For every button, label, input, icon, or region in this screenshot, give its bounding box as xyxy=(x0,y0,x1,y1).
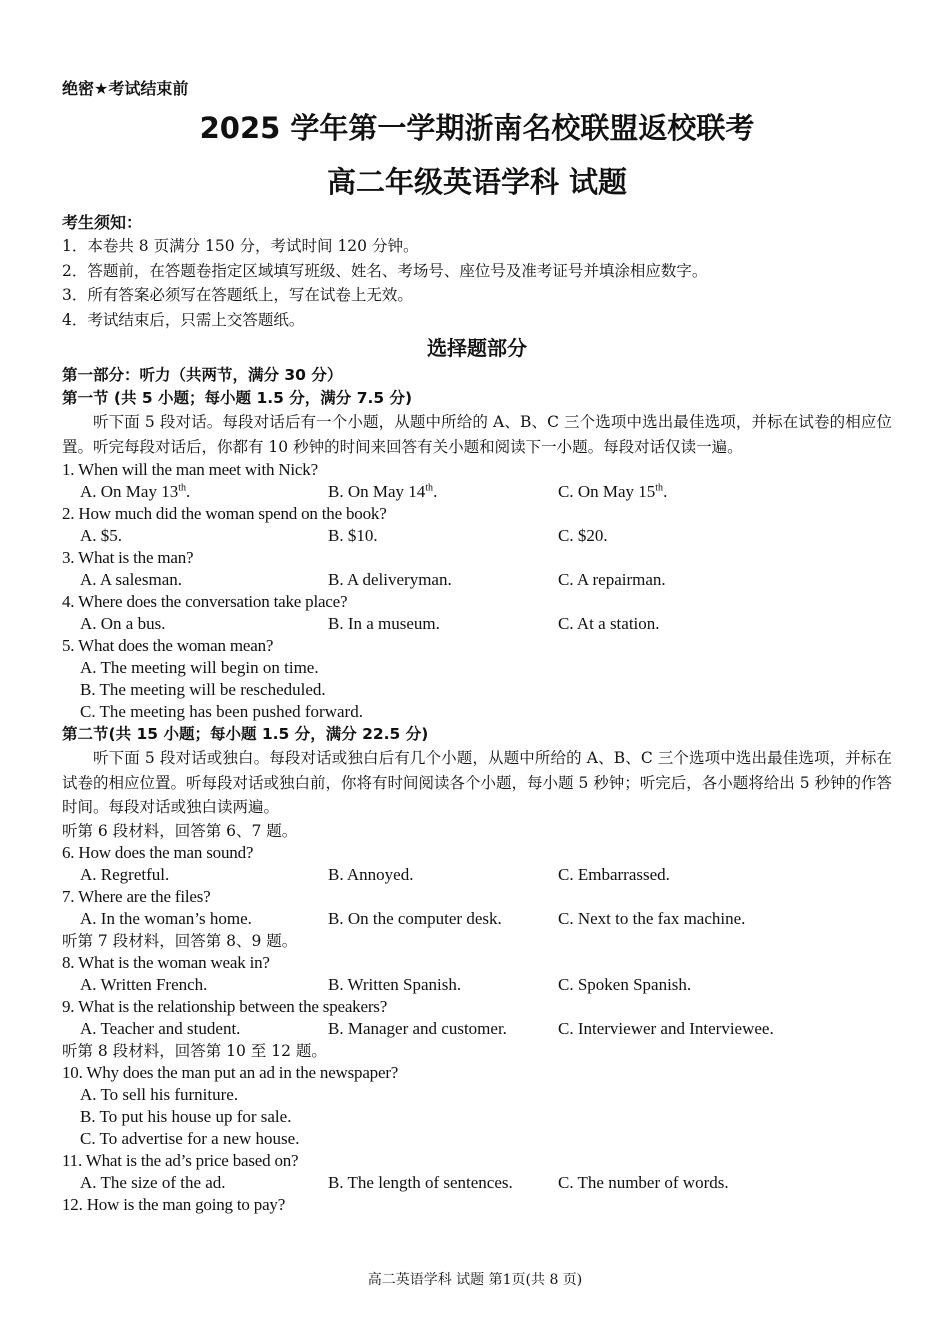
option-b: B. $10. xyxy=(328,526,378,545)
option-b: B. Written Spanish. xyxy=(328,974,462,994)
option-a: A. In the woman’s home. xyxy=(80,908,252,928)
option-b: B. The meeting will be rescheduled. xyxy=(80,680,326,699)
confidential-label: 绝密★考试结束前 xyxy=(62,79,189,98)
option-a: A. Regretful. xyxy=(80,864,170,884)
option-b: B. Manager and customer. xyxy=(328,1018,507,1038)
material-label: 听第 8 段材料，回答第 10 至 12 题。 xyxy=(62,1041,327,1060)
question-10: 10. Why does the man put an ad in the newspaper? xyxy=(62,1062,399,1082)
question-9: 9. What is the relationship between the speakers? xyxy=(62,996,388,1016)
option-c: C. $20. xyxy=(558,526,608,545)
option-b: B. Annoyed. xyxy=(328,864,414,884)
question-11: 11. What is the ad’s price based on? xyxy=(62,1150,299,1170)
option-b: B. To put his house up for sale. xyxy=(80,1106,292,1126)
question-4: 4. Where does the conversation take place? xyxy=(62,592,348,611)
options-1 xyxy=(62,481,892,503)
option-b: B. On the computer desk. xyxy=(328,908,502,928)
option-a: A. To sell his furniture. xyxy=(80,1084,239,1104)
option-a: A. Teacher and student. xyxy=(80,1018,241,1038)
question-12: 12. How is the man going to pay? xyxy=(62,1194,286,1214)
option-c: C. Interviewer and Interviewee. xyxy=(558,1018,774,1038)
option-a: A. The meeting will begin on time. xyxy=(80,658,319,677)
page-footer: 高二英语学科 试题 第1页(共 8 页) xyxy=(367,1272,583,1288)
option-b: B. In a museum. xyxy=(328,614,440,633)
options-7 xyxy=(62,908,892,930)
material-label: 听第 7 段材料，回答第 8、9 题。 xyxy=(62,931,298,950)
question-2: 2. How much did the woman spend on the book? xyxy=(62,504,387,523)
option-c: C. On May 15th. xyxy=(558,482,668,501)
options-11 xyxy=(62,1172,892,1194)
option-a: A. The size of the ad. xyxy=(80,1172,226,1192)
notice-item: 3．所有答案必须写在答题纸上，写在试卷上无效。 xyxy=(62,286,413,304)
question-6: 6. How does the man sound? xyxy=(62,842,254,862)
option-b: B. On May 14th. xyxy=(328,482,438,501)
option-c: C. To advertise for a new house. xyxy=(80,1128,300,1148)
section1-heading: 第一节 (共 5 小题；每小题 1.5 分，满分 7.5 分) xyxy=(62,389,413,407)
option-c: C. Next to the fax machine. xyxy=(558,908,746,928)
exam-title: 2025 学年第一学期浙南名校联盟返校联考 xyxy=(199,111,755,145)
option-a: A. $5. xyxy=(80,526,123,545)
options-3 xyxy=(62,569,892,591)
notice-item: 2．答题前，在答题卷指定区域填写班级、姓名、考场号、座位号及准考证号并填涂相应数字。 xyxy=(62,261,708,280)
option-b: B. A deliveryman. xyxy=(328,570,452,589)
option-c: C. The meeting has been pushed forward. xyxy=(80,702,363,721)
option-a: A. Written French. xyxy=(80,974,208,994)
notice-item: 4．考试结束后，只需上交答题纸。 xyxy=(62,310,305,329)
question-8: 8. What is the woman weak in? xyxy=(62,952,270,972)
section2-heading: 第二节(共 15 小题；每小题 1.5 分，满分 22.5 分) xyxy=(62,725,429,743)
option-c: C. At a station. xyxy=(558,614,660,633)
section1-instructions: 听下面 5 段对话。每段对话后有一个小题，从题中所给的 A、B、C 三个选项中选出最佳选项，并标在试卷的相应位置。听完每段对话后，你都有 10 秒钟的时间来回答有关小题和阅读下一小题。每段对话仅读一遍。 xyxy=(62,413,892,456)
option-a: A. On May 13th. xyxy=(80,482,191,501)
exam-page xyxy=(62,78,892,1216)
options-6 xyxy=(62,864,892,886)
notice-item: 1．本卷共 8 页满分 150 分，考试时间 120 分钟。 xyxy=(62,237,419,255)
options-2 xyxy=(62,525,892,547)
options-8 xyxy=(62,974,892,996)
option-c: C. Spoken Spanish. xyxy=(558,974,692,994)
options-4 xyxy=(62,613,892,635)
option-b: B. The length of sentences. xyxy=(328,1172,513,1192)
question-1: 1. When will the man meet with Nick? xyxy=(62,460,318,479)
part-heading: 选择题部分 xyxy=(427,336,527,360)
option-c: C. Embarrassed. xyxy=(558,864,670,884)
section2-instructions: 听下面 5 段对话或独白。每段对话或独白后有几个小题，从题中所给的 A、B、C 三个选项中选出最佳选项，并标在试卷的相应位置。听每段对话或独白前，你将有时间阅读各个小题，每小题 5 秒钟；听完后，各小题将给出 5 秒钟的作答时间。每段对话或独白读两遍。 xyxy=(62,749,892,816)
exam-subtitle: 高二年级英语学科 试题 xyxy=(326,165,628,199)
option-c: C. The number of words. xyxy=(558,1172,729,1192)
notice-heading: 考生须知： xyxy=(62,213,143,232)
question-5: 5. What does the woman mean? xyxy=(62,636,274,655)
question-7: 7. Where are the files? xyxy=(62,886,211,906)
material-label: 听第 6 段材料，回答第 6、7 题。 xyxy=(62,821,298,840)
option-c: C. A repairman. xyxy=(558,570,666,589)
option-a: A. A salesman. xyxy=(80,570,182,589)
question-3: 3. What is the man? xyxy=(62,548,194,567)
listening-heading: 第一部分：听力（共两节，满分 30 分） xyxy=(62,366,343,384)
options-9 xyxy=(62,1018,892,1040)
option-a: A. On a bus. xyxy=(80,614,166,633)
